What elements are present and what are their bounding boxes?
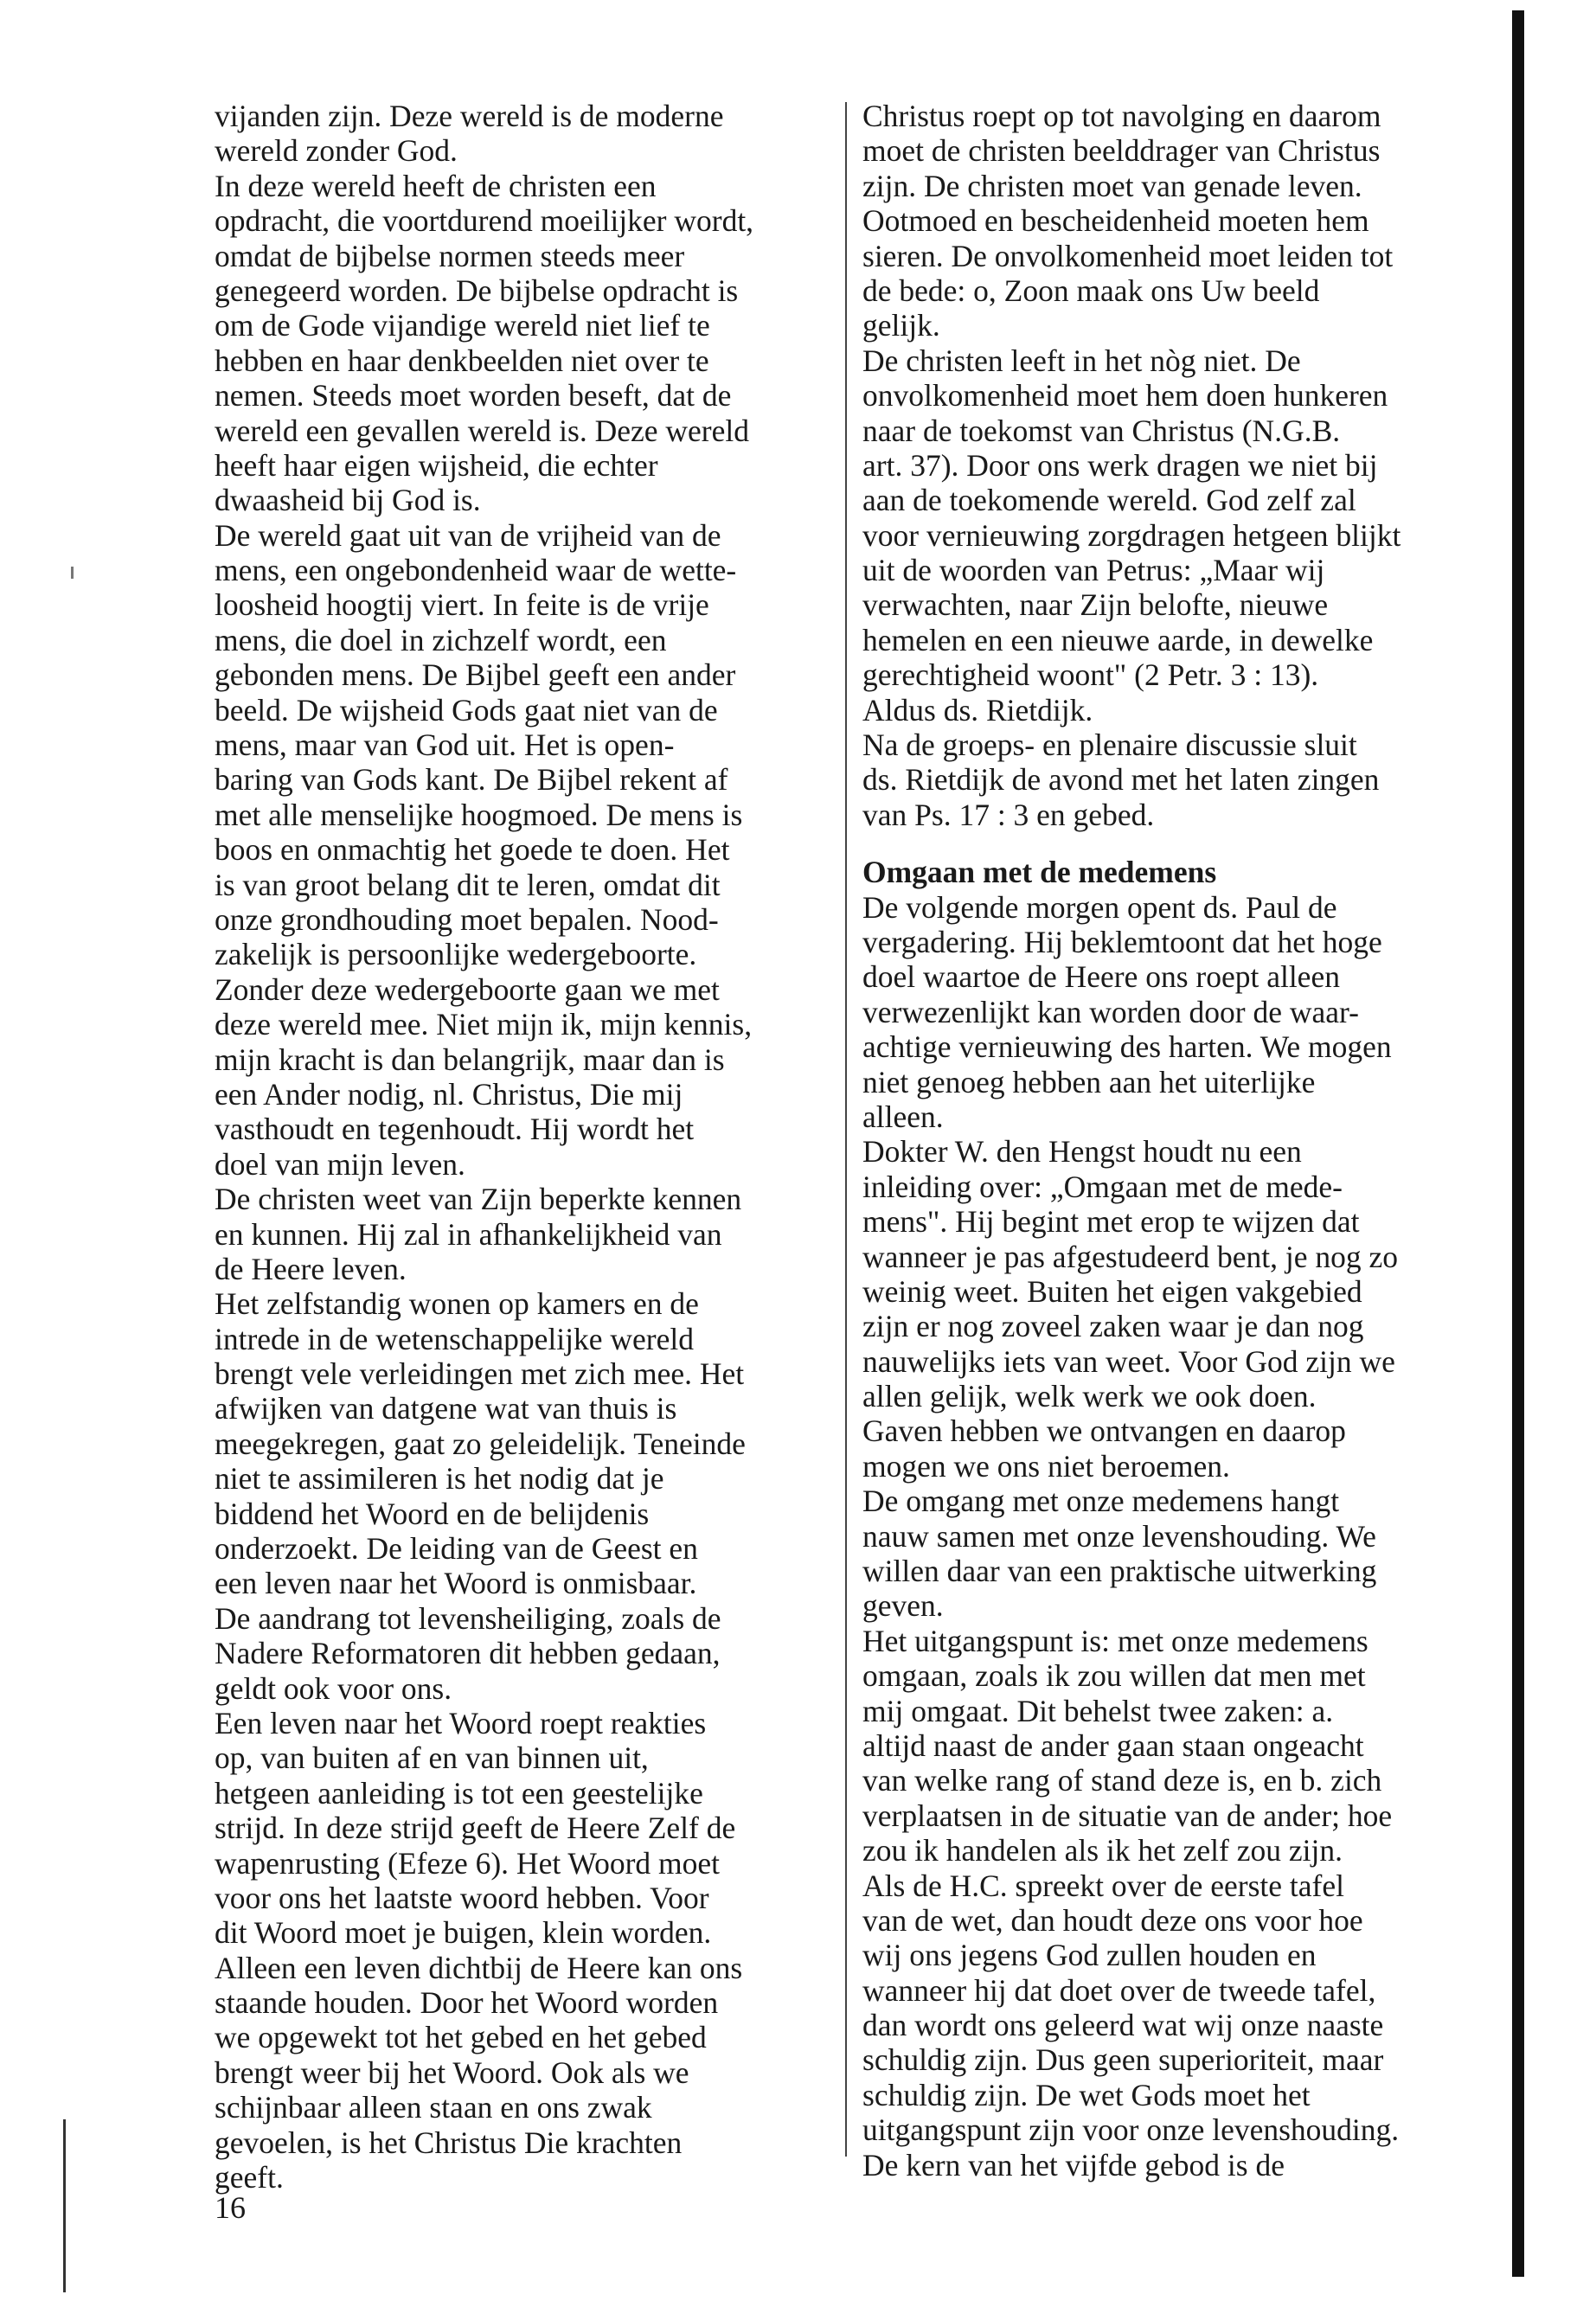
left-column-text-line: niet te assimileren is het nodig dat je: [215, 1461, 664, 1497]
right-column-text-line: wij ons jegens God zullen houden en: [862, 1938, 1317, 1973]
right-column-text-line: mens". Hij begint met erop te wijzen dat: [862, 1204, 1360, 1240]
left-column-text-line: mens, die doel in zichzelf wordt, een: [215, 622, 667, 657]
left-column-text-line: voor ons het laatste woord hebben. Voor: [215, 1880, 709, 1915]
right-column-text-line: Aldus ds. Rietdijk.: [862, 692, 1093, 727]
right-column-text-line: dan wordt ons geleerd wat wij onze naaste: [862, 2008, 1384, 2043]
left-column-text-line: De christen weet van Zijn beperkte kennen: [215, 1182, 742, 1217]
section-heading: Omgaan met de medemens: [862, 855, 1217, 890]
left-column-text-line: meegekregen, gaat zo geleidelijk. Teneinde: [215, 1426, 746, 1461]
left-column-text-line: loosheid hoogtij viert. In feite is de vrije: [215, 587, 709, 623]
right-column-text-line: art. 37). Door ons werk dragen we niet bij: [862, 447, 1378, 483]
right-column-text-line: weinig weet. Buiten het eigen vakgebied: [862, 1273, 1362, 1309]
right-column: [862, 99, 1477, 2182]
right-column-text-line: ds. Rietdijk de avond met het laten zingen: [862, 762, 1380, 798]
right-column-text-line: Christus roept op tot navolging en daarom: [862, 99, 1381, 133]
left-column-text-line: brengt vele verleidingen met zich mee. Het: [215, 1356, 745, 1392]
left-column-text-line: In deze wereld heeft de christen een: [215, 168, 657, 203]
right-column-text-line: onvolkomenheid moet hem doen hunkeren: [862, 378, 1388, 413]
left-column-text-line: mens, een ongebondenheid waar de wette-: [215, 553, 737, 588]
left-column-text-line: doel van mijn leven.: [215, 1146, 465, 1182]
right-column-text-line: niet genoeg hebben aan het uiterlijke: [862, 1064, 1316, 1099]
right-column-text-line: moet de christen beelddrager van Christus: [862, 133, 1381, 169]
left-column-text-line: strijd. In deze strijd geeft de Heere Zelf de: [215, 1811, 736, 1846]
right-column-text-line: achtige vernieuwing des harten. We mogen: [862, 1029, 1392, 1065]
left-column-text-line: hetgeen aanleiding is tot een geestelijke: [215, 1775, 703, 1811]
right-column-text-line: uit de woorden van Petrus: „Maar wij: [862, 553, 1325, 588]
left-column-text-line: onze grondhouding moet bepalen. Nood-: [215, 901, 719, 937]
right-column-text-line: sieren. De onvolkomenheid moet leiden tot: [862, 238, 1394, 273]
left-column-text-line: afwijken van datgene wat van thuis is: [215, 1391, 677, 1426]
left-column-text-line: een Ander nodig, nl. Christus, Die mij: [215, 1076, 683, 1112]
right-column-text-line: Dokter W. den Hengst houdt nu een: [862, 1134, 1302, 1170]
left-column-text-line: op, van buiten af en van binnen uit,: [215, 1740, 649, 1776]
left-column-text-line: mens, maar van God uit. Het is open-: [215, 727, 675, 763]
right-column-text-line: Als de H.C. spreekt over de eerste tafel: [862, 1868, 1344, 1903]
right-column-text-line: schuldig zijn. De wet Gods moet het: [862, 2077, 1311, 2112]
right-column-text-line: verwachten, naar Zijn belofte, nieuwe: [862, 587, 1329, 623]
left-column-text-line: geldt ook voor ons.: [215, 1670, 452, 1706]
right-column-text-line: naar de toekomst van Christus (N.G.B.: [862, 413, 1341, 448]
right-column-section-body: [862, 890, 1477, 2182]
right-column-text-line: Het uitgangspunt is: met onze medemens: [862, 1623, 1368, 1658]
right-column-text-line: zou ik handelen als ik het zelf zou zijn.: [862, 1833, 1343, 1868]
left-column-text-line: genegeerd worden. De bijbelse opdracht is: [215, 272, 739, 308]
left-column-text-line: Zonder deze wedergeboorte gaan we met: [215, 971, 720, 1007]
right-column-text-line: Ootmoed en bescheidenheid moeten hem: [862, 203, 1369, 239]
left-column-text-line: wereld zonder God.: [215, 133, 458, 169]
right-column-text-line: nauw samen met onze levenshouding. We: [862, 1518, 1376, 1554]
left-column-text-line: we opgewekt tot het gebed en het gebed: [215, 2020, 707, 2055]
right-column-text-line: wanneer hij dat doet over de tweede tafel,: [862, 1972, 1376, 2008]
left-column-text-line: onderzoekt. De leiding van de Geest en: [215, 1531, 698, 1567]
right-column-text-line: De christen leeft in het nòg niet. De: [862, 343, 1301, 378]
left-column-text-line: gevoelen, is het Christus Die krachten: [215, 2125, 683, 2160]
right-column-text-line: zijn. De christen moet van genade leven.: [862, 168, 1362, 203]
left-column-text-line: Het zelfstandig wonen op kamers en de: [215, 1286, 699, 1322]
left-column-text-line: met alle menselijke hoogmoed. De mens is: [215, 797, 743, 832]
right-column-text-line: van welke rang of stand deze is, en b. zich: [862, 1763, 1382, 1798]
right-column-text-line: willen daar van een praktische uitwerking: [862, 1554, 1377, 1589]
left-column-text-line: hebben en haar denkbeelden niet over te: [215, 343, 709, 378]
page-number: 16: [215, 2190, 246, 2225]
right-column-text-line: gelijk.: [862, 308, 940, 343]
left-column-text-line: De wereld gaat uit van de vrijheid van de: [215, 517, 721, 553]
right-column-text-line: uitgangspunt zijn voor onze levenshouding.: [862, 2112, 1400, 2148]
left-column-text-line: is van groot belang dit te leren, omdat dit: [215, 867, 721, 902]
left-column-text-line: biddend het Woord en de belijdenis: [215, 1496, 650, 1531]
left-column-text-line: Nadere Reformatoren dit hebben gedaan,: [215, 1636, 721, 1671]
right-column-text-line: Gaven hebben we ontvangen en daarop: [862, 1413, 1346, 1449]
right-column-text-line: De volgende morgen opent ds. Paul de: [862, 889, 1337, 925]
left-column-text-line: Een leven naar het Woord roept reakties: [215, 1705, 707, 1740]
right-column-text-line: verplaatsen in de situatie van de ander; hoe: [862, 1798, 1393, 1833]
left-column-text-line: gebonden mens. De Bijbel geeft een ander: [215, 657, 736, 693]
right-column-text-line: altijd naast de ander gaan staan ongeacht: [862, 1727, 1364, 1763]
column-divider: [845, 102, 847, 2157]
right-column-text-line: de bede: o, Zoon maak ons Uw beeld: [862, 272, 1320, 308]
right-column-text-line: voor vernieuwing zorgdragen hetgeen blijkt: [862, 517, 1401, 553]
right-column-text-line: vergadering. Hij beklemtoont dat het hoge: [862, 924, 1382, 959]
right-column-text-line: De omgang met onze medemens hangt: [862, 1484, 1340, 1519]
right-column-text-line: Na de groeps- en plenaire discussie sluit: [862, 727, 1357, 763]
left-column-text-line: en kunnen. Hij zal in afhankelijkheid van: [215, 1216, 722, 1252]
left-column-text-line: staande houden. Door het Woord worden: [215, 1985, 719, 2021]
left-column-text-line: vasthoudt en tegenhoudt. Hij wordt het: [215, 1112, 695, 1147]
left-column-text-line: De aandrang tot levensheiliging, zoals de: [215, 1600, 721, 1636]
right-column-text-line: inleiding over: „Omgaan met de mede-: [862, 1169, 1343, 1204]
scan-artifact-mark: [71, 567, 74, 579]
scan-edge-bar: [1512, 10, 1524, 2277]
left-column-text-line: boos en onmachtig het goede te doen. Het: [215, 832, 730, 868]
left-column-text-line: wapenrusting (Efeze 6). Het Woord moet: [215, 1845, 721, 1881]
right-column-text-line: allen gelijk, welk werk we ook doen.: [862, 1379, 1317, 1414]
left-column-text-line: schijnbaar alleen staan en ons zwak: [215, 2090, 652, 2125]
right-column-text-line: mij omgaat. Dit behelst twee zaken: a.: [862, 1693, 1334, 1728]
right-column-text-line: van Ps. 17 : 3 en gebed.: [862, 797, 1155, 832]
right-column-text-line: schuldig zijn. Dus geen superioriteit, maar: [862, 2042, 1384, 2078]
right-column-text-line: omgaan, zoals ik zou willen dat men met: [862, 1658, 1366, 1694]
left-column-text-line: opdracht, die voortdurend moeilijker wordt,: [215, 203, 754, 239]
left-column-text-line: de Heere leven.: [215, 1251, 407, 1286]
left-column-text-line: deze wereld mee. Niet mijn ik, mijn kennis,: [215, 1007, 753, 1042]
right-column-text-line: van de wet, dan houdt deze ons voor hoe: [862, 1902, 1363, 1938]
left-column-text-line: omdat de bijbelse normen steeds meer: [215, 238, 685, 273]
right-column-text-line: alleen.: [862, 1099, 944, 1134]
left-column-text-line: een leven naar het Woord is onmisbaar.: [215, 1566, 697, 1601]
right-column-text-line: doel waartoe de Heere ons roept alleen: [862, 959, 1340, 995]
left-column-text-line: geeft.: [215, 2160, 284, 2195]
left-column-text-line: intrede in de wetenschappelijke wereld: [215, 1321, 694, 1356]
right-column-text-line: De kern van het vijfde gebod is de: [862, 2147, 1285, 2182]
left-column-text-line: wereld een gevallen wereld is. Deze wereld: [215, 413, 749, 448]
left-column-text-line: beeld. De wijsheid Gods gaat niet van de: [215, 692, 718, 727]
left-column-text-line: dit Woord moet je buigen, klein worden.: [215, 1915, 712, 1951]
right-column-text-line: hemelen en een nieuwe aarde, in dewelke: [862, 622, 1374, 657]
left-column-text-line: brengt weer bij het Woord. Ook als we: [215, 2054, 689, 2090]
scan-edge-line: [63, 2119, 66, 2292]
right-column-text-line: aan de toekomende wereld. God zelf zal: [862, 483, 1356, 518]
right-column-text-line: verwezenlijkt kan worden door de waar-: [862, 994, 1359, 1029]
left-column-text-line: Alleen een leven dichtbij de Heere kan ons: [215, 1950, 743, 1985]
left-column-text-line: dwaasheid bij God is.: [215, 483, 481, 518]
right-column-text-line: wanneer je pas afgestudeerd bent, je nog zo: [862, 1239, 1399, 1274]
left-column-text-line: vijanden zijn. Deze wereld is de moderne: [215, 99, 724, 133]
right-column-text-line: geven.: [862, 1588, 944, 1624]
left-column-text-line: om de Gode vijandige wereld niet lief te: [215, 308, 710, 343]
right-column-text-line: gerechtigheid woont" (2 Petr. 3 : 13).: [862, 657, 1319, 693]
left-column-text-line: baring van Gods kant. De Bijbel rekent af: [215, 762, 728, 798]
right-column-text-line: nauwelijks iets van weet. Voor God zijn we: [862, 1343, 1395, 1379]
left-column-text-line: zakelijk is persoonlijke wedergeboorte.: [215, 937, 697, 972]
left-column-text-line: heeft haar eigen wijsheid, die echter: [215, 447, 658, 483]
right-column-intro: [862, 99, 1477, 832]
left-column-text-line: mijn kracht is dan belangrijk, maar dan is: [215, 1042, 725, 1077]
left-column-text-line: nemen. Steeds moet worden beseft, dat de: [215, 378, 732, 413]
right-column-text-line: mogen we ons niet beroemen.: [862, 1448, 1230, 1484]
left-column: [215, 99, 830, 2195]
right-column-text-line: zijn er nog zoveel zaken waar je dan nog: [862, 1309, 1364, 1344]
